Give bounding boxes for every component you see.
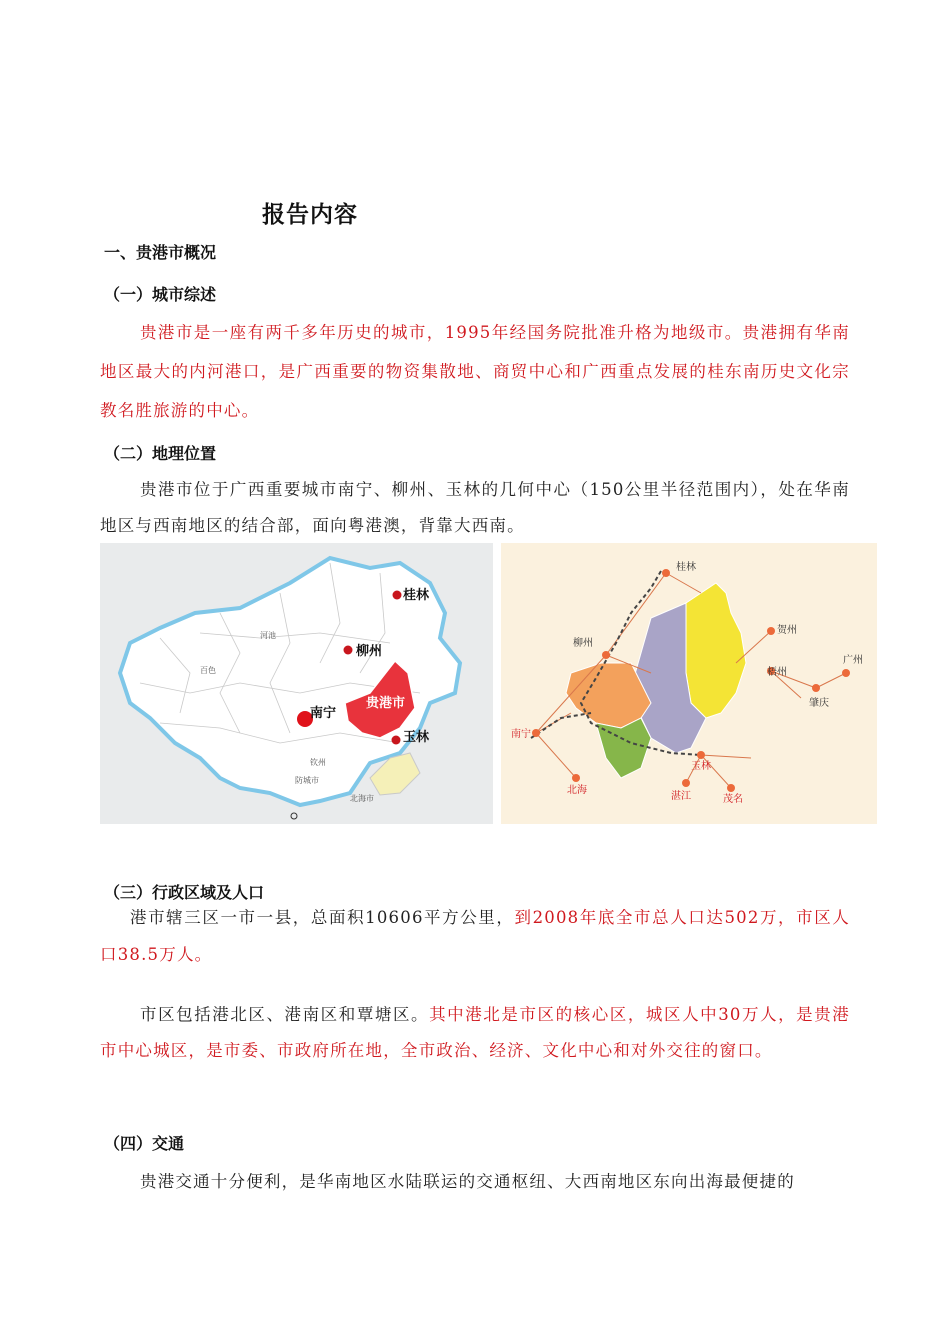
guangxi-map-image — [100, 543, 493, 824]
node-liuzhou — [602, 651, 610, 659]
rlabel-liuzhou: 柳州 — [573, 638, 593, 649]
rlabel-guilin: 桂林 — [676, 562, 696, 573]
node-yulin — [697, 751, 705, 759]
paragraph-location: 贵港市位于广西重要城市南宁、柳州、玉林的几何中心（150公里半径范围内），处在华南地区与西南地区的结合部，面向粤港澳，背靠大西南。 — [100, 480, 850, 535]
admin-1-red: 到2008年底全市总人口达502万，市区人口38.5万人。 — [100, 908, 851, 964]
admin-2-red: 其中港北是市区的核心区，城区人中30万人，是贵港市中心城区，是市委、市政府所在地，全市政治、经济、文化中心和对外交往的窗口。 — [100, 1005, 851, 1060]
paragraph-admin-2 — [100, 997, 850, 1069]
label-nanning: 南宁 — [310, 706, 337, 721]
node-maoming — [727, 784, 735, 792]
label-baise: 百色 — [200, 666, 216, 675]
node-guilin — [662, 569, 670, 577]
paragraph-admin-1 — [100, 899, 850, 973]
report-title: 报告内容 — [262, 202, 358, 228]
guangxi-map-svg — [100, 543, 493, 824]
subheading-location: （二）地理位置 — [104, 444, 217, 463]
rlabel-wuzhou: 梧州 — [767, 667, 787, 678]
section-heading-overview: 一、贵港市概况 — [104, 243, 217, 262]
label-yulin: 玉林 — [403, 730, 430, 745]
rlabel-zhaoqing: 肇庆 — [809, 698, 829, 709]
admin-2-black: 市区包括港北区、港南区和覃塘区。 — [140, 1005, 430, 1024]
rlabel-zhanjiang: 湛江 — [671, 791, 691, 802]
label-hechi: 河池 — [260, 631, 276, 640]
subheading-city-summary: （一）城市综述 — [104, 285, 217, 304]
label-beihai: 北海市 — [350, 794, 374, 803]
label-guilin: 桂林 — [403, 588, 430, 603]
node-guangzhou-link — [812, 684, 820, 692]
rlabel-hezhou: 贺州 — [777, 625, 797, 636]
paragraph-city-summary: 贵港市是一座有两千多年历史的城市，1995年经国务院批准升格为地级市。贵港拥有华南地区最大的内河港口，是广西重要的物资集散地、商贸中心和广西重点发展的桂东南历史文化宗教名胜旅游的中心。 — [100, 323, 850, 420]
rlabel-yulin: 玉林 — [691, 761, 711, 772]
subheading-admin-population: （三）行政区域及人口 — [104, 883, 265, 902]
node-beihai — [572, 774, 580, 782]
rlabel-guangzhou: 广州 — [843, 655, 863, 666]
label-qinzhou: 钦州 — [310, 758, 326, 767]
label-fangcheng: 防城市 — [295, 776, 319, 785]
admin-1-black: 港市辖三区一市一县，总面积10606平方公里， — [130, 908, 515, 927]
node-hezhou — [767, 627, 775, 635]
regional-map-svg — [501, 543, 877, 824]
node-zhanjiang — [682, 779, 690, 787]
node-nanning — [532, 729, 540, 737]
rlabel-maoming: 茂名 — [723, 794, 743, 805]
node-guangzhou — [842, 669, 850, 677]
label-liuzhou: 柳州 — [356, 644, 383, 659]
subheading-transport: （四）交通 — [104, 1134, 185, 1153]
regional-map-image — [501, 543, 877, 824]
liuzhou-dot — [344, 646, 353, 655]
rlabel-beihai: 北海 — [567, 785, 587, 796]
yulin-dot — [392, 736, 401, 745]
label-guigang: 贵港市 — [366, 696, 406, 711]
guilin-dot — [393, 591, 402, 600]
rlabel-nanning: 南宁 — [511, 729, 531, 740]
paragraph-transport: 贵港交通十分便利，是华南地区水陆联运的交通枢纽、大西南地区东向出海最便捷的 — [140, 1172, 795, 1191]
